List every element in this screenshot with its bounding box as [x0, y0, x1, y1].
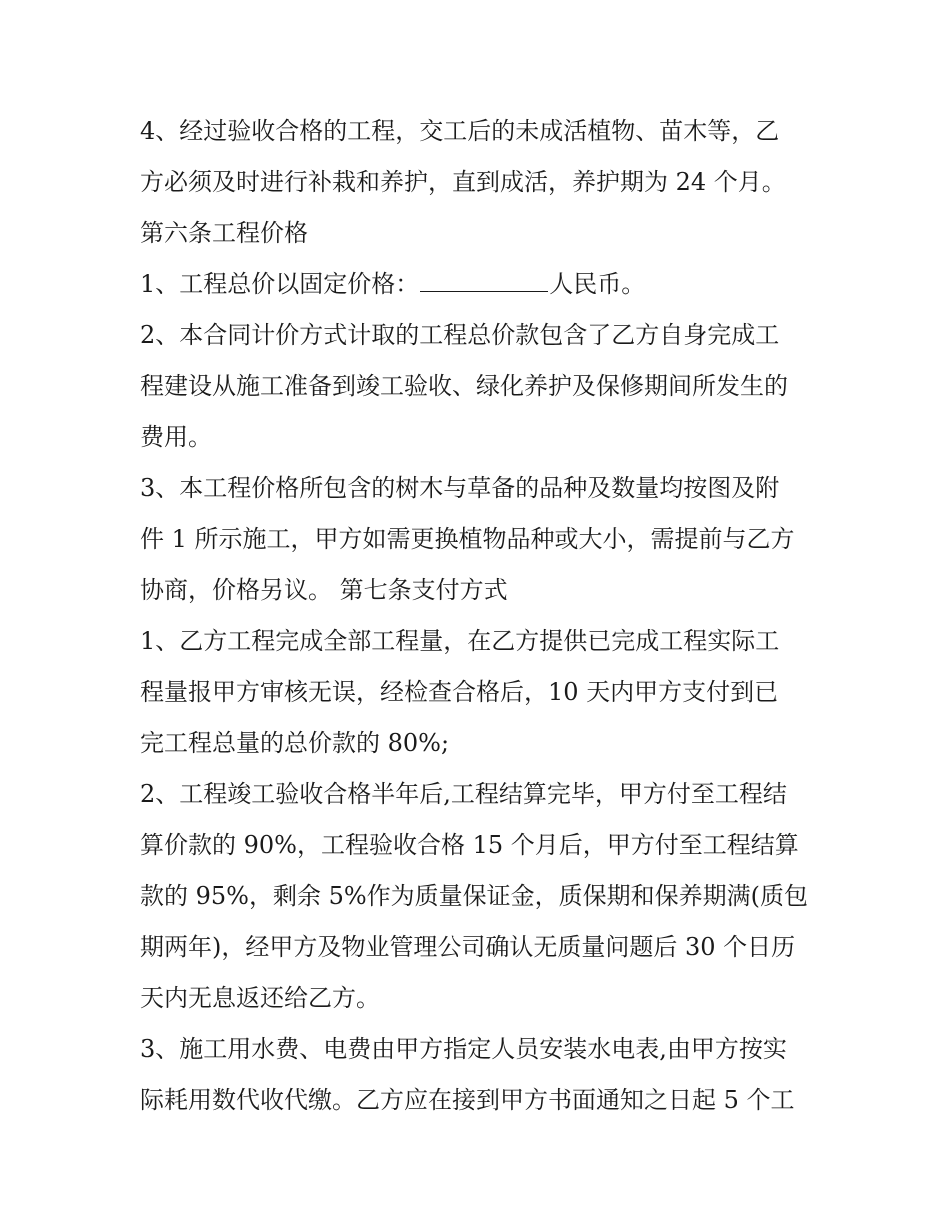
text-line: 际耗用数代收代缴。乙方应在接到甲方书面通知之日起 5 个工	[140, 1086, 795, 1114]
text-line: 期两年)，经甲方及物业管理公司确认无质量问题后 30 个日历	[140, 933, 796, 961]
text-line: 款的 95%，剩余 5%作为质量保证金，质保期和保养期满(质包	[140, 882, 809, 910]
text-line: 程量报甲方审核无误，经检查合格后，10 天内甲方支付到已	[140, 678, 779, 706]
text-line: 完工程总量的总价款的 80%;	[140, 729, 450, 757]
section-heading: 第六条工程价格	[140, 219, 308, 247]
text-line: 天内无息返还给乙方。	[140, 984, 380, 1012]
text-line: 2、工程竣工验收合格半年后,工程结算完毕，甲方付至工程结	[140, 780, 787, 808]
text-line: 3、施工用水费、电费由甲方指定人员安装水电表,由甲方按实	[140, 1035, 787, 1063]
text-line: 方必须及时进行补栽和养护，直到成活，养护期为 24 个月。	[140, 168, 786, 196]
price-line-prefix: 1、工程总价以固定价格：	[140, 270, 420, 298]
text-line: 费用。	[140, 423, 212, 451]
text-line: 4、经过验收合格的工程，交工后的未成活植物、苗木等，乙	[140, 117, 780, 145]
text-line: 1、乙方工程完成全部工程量，在乙方提供已完成工程实际工	[140, 627, 780, 655]
text-line: 算价款的 90%，工程验收合格 15 个月后，甲方付至工程结算	[140, 831, 799, 859]
text-line: 程建设从施工准备到竣工验收、绿化养护及保修期间所发生的	[140, 372, 788, 400]
text-line: 件 1 所示施工，甲方如需更换植物品种或大小，需提前与乙方	[140, 525, 795, 553]
price-line-suffix: 人民币。	[549, 270, 646, 298]
text-line: 协商，价格另议。 第七条支付方式	[140, 576, 508, 604]
text-line: 2、本合同计价方式计取的工程总价款包含了乙方自身完成工	[140, 321, 780, 349]
document-body	[140, 106, 820, 1126]
text-line: 3、本工程价格所包含的树木与草备的品种及数量均按图及附	[140, 474, 780, 502]
price-line	[140, 259, 820, 310]
fill-in-blank	[420, 271, 548, 292]
